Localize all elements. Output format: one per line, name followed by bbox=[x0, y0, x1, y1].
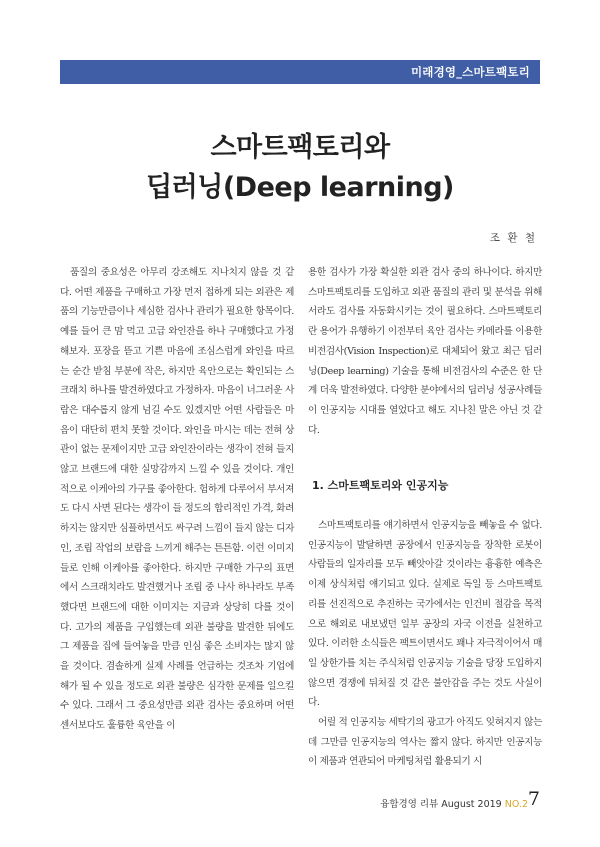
author-name: 조 환 철 bbox=[489, 232, 537, 244]
page-number: 7 bbox=[527, 788, 540, 810]
left-column bbox=[60, 263, 294, 736]
right-column-bottom bbox=[308, 516, 542, 772]
title-line-1: 스마트팩토리와 bbox=[210, 132, 390, 163]
article-title bbox=[60, 128, 540, 208]
body-paragraph: 스마트팩토리를 얘기하면서 인공지능을 빼놓을 수 없다. 인공지능이 발달하면 공장에서 인공지능을 장착한 로봇이 사람들의 일자리를 모두 빼앗아갈 것이라는 흉흉한 예측은 이제 상식처럼 얘기되고 있다. 실제로 독일 등 스마트팩토리를 선진적으로 추진하는 국가에서는 인건비 절감을 목적으로 해외로 내보냈던 일부 공장의 자국 이전을 실천하고 있다. 이러한 소식들은 팩트이면서도 꽤나 자극적이어서 매일 상한가를 치는 주식처럼 인공지능 기술을 당장 도입하지 않으면 경쟁에 뒤처질 것 같은 불안감을 주는 것도 사실이다. bbox=[308, 520, 542, 709]
body-paragraph: 품질의 중요성은 아무리 강조해도 지나치지 않을 것 같다. 어떤 제품을 구매하고 가장 먼저 접하게 되는 외관은 제품의 기능만큼이나 세심한 검사나 관리가 필요한 항목이다. 예를 들어 큰 맘 먹고 고급 와인잔을 하나 구매했다고 가정해보자. 포장을 뜯고 기쁜 마음에 조심스럽게 와인을 따르는 순간 받침 부분에 작은, 하지만 육안으로는 확인되는 스크래치 하나를 발견하였다고 가정하자. 마음이 너그러운 사람은 대수롭지 않게 넘길 수도 있겠지만 어떤 사람들은 마음이 대단히 편치 못할 것이다. 와인을 마시는 데는 전혀 상관이 없는 문제이지만 고급 와인잔이라는 생각이 전혀 들지 않고 브랜드에 대한 실망감까지 느낄 수 있을 것이다. 개인적으로 이케아의 가구를 좋아한다. 험하게 다루어서 부서져도 다시 사면 된다는 생각이 들 정도의 합리적인 가격, 화려하지는 않지만 심플하면서도 싸구려 느낌이 들지 않는 디자인, 조립 작업의 보람을 느끼게 해주는 튼튼함. 이런 이미지들로 인해 이케아를 좋아한다. 하지만 구매한 가구의 표면에서 스크래치라도 발견했거나 조립 중 나사 하나라도 부족했다면 브랜드에 대한 이미지는 지금과 상당히 다를 것이다. 고가의 제품을 구입했는데 외관 불량을 발견한 뒤에도 그 제품을 집에 들여놓을 만큼 인심 좋은 소비자는 많지 않을 것이다. 겸솔하게 실제 사례를 언급하는 것조차 기업에 해가 될 수 있을 정도로 외관 불량은 심각한 문제를 일으킬 수 있다. 그래서 그 중요성만큼 외관 검사는 중요하며 어떤 센서보다도 훌륭한 육안을 이 bbox=[60, 267, 294, 732]
publication-name: 융합경영 리뷰 August 2019 bbox=[380, 799, 502, 810]
issue-number: NO.2 bbox=[504, 799, 528, 810]
body-paragraph: 어릴 적 인공지능 세탁기의 광고가 아직도 잊혀지지 않는데 그만큼 인공지능의 역사는 짧지 않다. 하지만 인공지능이 제품과 연관되어 마케팅처럼 활용되기 시 bbox=[308, 717, 543, 768]
body-paragraph: 용한 검사가 가장 확실한 외관 검사 중의 하나이다. 하지만 스마트팩토리를 도입하고 외관 품질의 관리 및 분석을 위해서라도 검사를 자동화시키는 것이 필요하다. 스마트팩토리란 용어가 유행하기 이전부터 육안 검사는 카메라를 이용한 비전검사(Vision Inspection)로 대체되어 왔고 최근 딥러닝(Deep learning) 기술을 통해 비전검사의 수준은 한 단계 더욱 발전하였다. 다양한 분야에서의 딥러닝 성공사례들이 인공지능 시대를 열었다고 해도 지나친 말은 아닌 것 같다. bbox=[308, 267, 542, 436]
section-header-band bbox=[60, 60, 540, 84]
section-heading: 1. 스마트팩토리와 인공지능 bbox=[312, 479, 449, 492]
title-line-2: 딥러닝(Deep learning) bbox=[146, 172, 454, 203]
section-label: 미래경영_스마트팩토리 bbox=[410, 65, 530, 79]
footer-publication bbox=[380, 796, 528, 810]
right-column-top bbox=[308, 263, 542, 440]
